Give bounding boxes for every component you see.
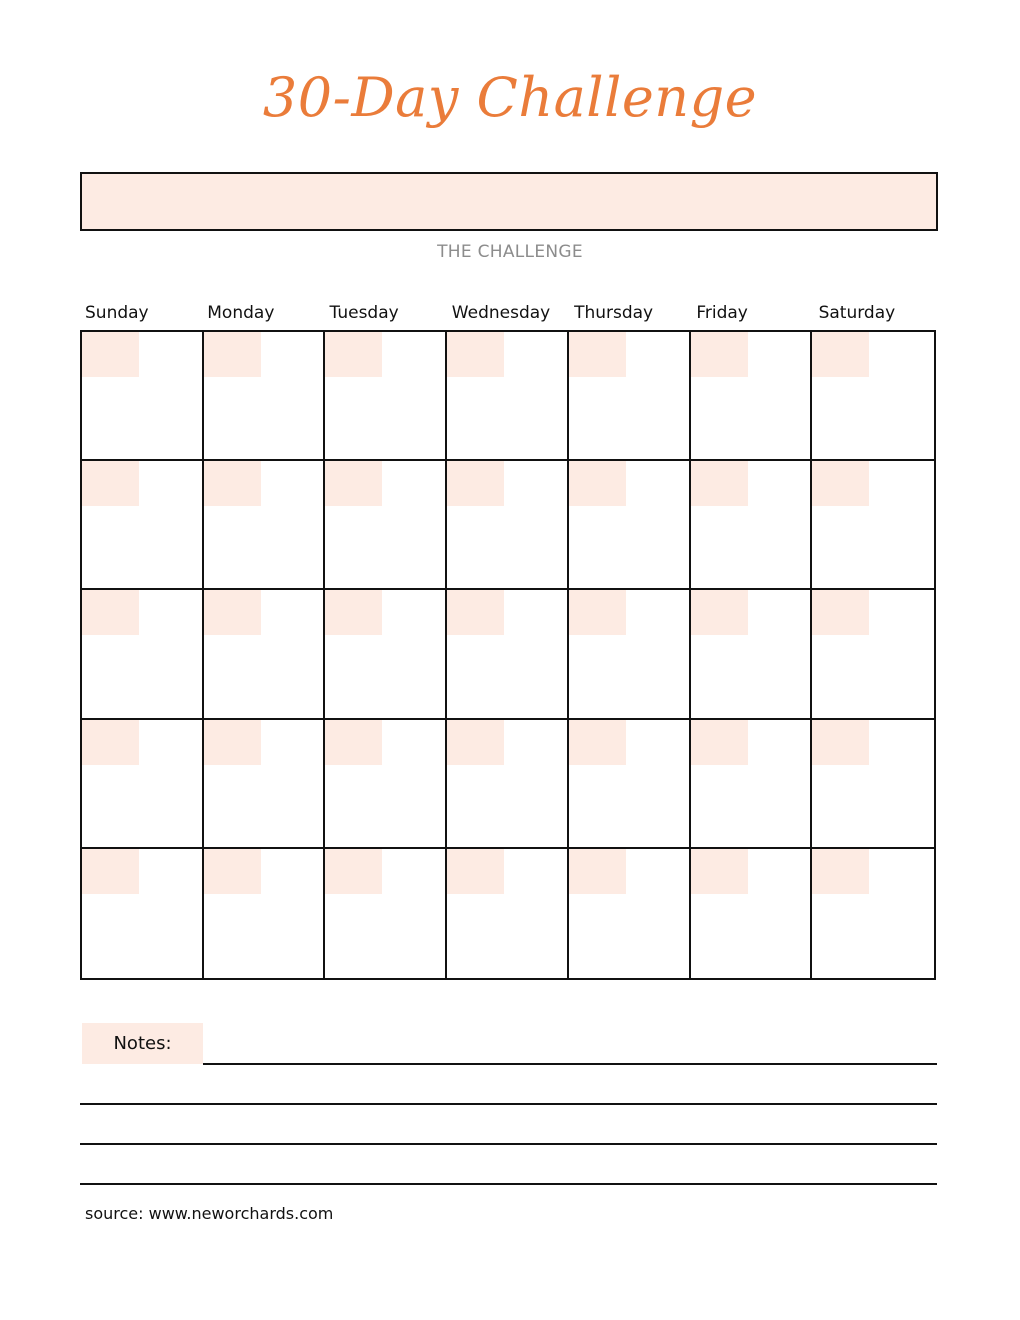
day-number-box	[325, 849, 382, 894]
calendar-day-cell[interactable]	[204, 332, 326, 461]
calendar-day-cell[interactable]	[569, 720, 691, 849]
page-title: 30-Day Challenge	[262, 66, 758, 129]
calendar-day-cell[interactable]	[569, 332, 691, 461]
calendar-day-cell[interactable]	[82, 332, 204, 461]
day-number-box	[204, 590, 261, 635]
calendar-day-cell[interactable]	[447, 590, 569, 719]
day-number-box	[447, 332, 504, 377]
day-headers	[80, 303, 936, 325]
calendar-day-cell[interactable]	[82, 849, 204, 978]
day-number-box	[204, 461, 261, 506]
day-number-box	[812, 849, 869, 894]
day-header-wednesday: Wednesday	[451, 303, 551, 323]
calendar-day-cell[interactable]	[447, 849, 569, 978]
calendar-day-cell[interactable]	[812, 332, 934, 461]
notes-line[interactable]	[80, 1183, 937, 1185]
day-number-box	[691, 720, 748, 765]
day-number-box	[447, 461, 504, 506]
calendar-day-cell[interactable]	[325, 849, 447, 978]
calendar-day-cell[interactable]	[691, 590, 813, 719]
day-number-box	[325, 332, 382, 377]
notes-line[interactable]	[203, 1063, 937, 1065]
day-number-box	[569, 590, 626, 635]
challenge-label: THE CHALLENGE	[437, 242, 583, 262]
calendar-day-cell[interactable]	[812, 590, 934, 719]
day-number-box	[691, 849, 748, 894]
calendar-grid	[80, 330, 936, 980]
calendar-day-cell[interactable]	[812, 461, 934, 590]
day-number-box	[812, 332, 869, 377]
notes-line[interactable]	[80, 1103, 937, 1105]
calendar-day-cell[interactable]	[82, 720, 204, 849]
day-number-box	[447, 590, 504, 635]
calendar-day-cell[interactable]	[447, 461, 569, 590]
day-header-saturday: Saturday	[818, 303, 896, 323]
day-header-tuesday: Tuesday	[329, 303, 399, 323]
day-number-box	[325, 720, 382, 765]
day-header-monday: Monday	[207, 303, 275, 323]
day-number-box	[691, 461, 748, 506]
day-number-box	[204, 720, 261, 765]
calendar-day-cell[interactable]	[569, 590, 691, 719]
day-number-box	[569, 720, 626, 765]
calendar-day-cell[interactable]	[691, 720, 813, 849]
calendar-day-cell[interactable]	[204, 720, 326, 849]
calendar-day-cell[interactable]	[204, 590, 326, 719]
notes-line[interactable]	[80, 1143, 937, 1145]
calendar-day-cell[interactable]	[325, 461, 447, 590]
day-number-box	[569, 461, 626, 506]
day-header-thursday: Thursday	[574, 303, 654, 323]
day-number-box	[812, 461, 869, 506]
calendar-day-cell[interactable]	[569, 849, 691, 978]
calendar-day-cell[interactable]	[325, 720, 447, 849]
calendar-day-cell[interactable]	[691, 461, 813, 590]
day-number-box	[82, 332, 139, 377]
calendar-day-cell[interactable]	[325, 590, 447, 719]
day-number-box	[812, 590, 869, 635]
day-number-box	[325, 590, 382, 635]
day-header-sunday: Sunday	[85, 303, 149, 323]
calendar-day-cell[interactable]	[325, 332, 447, 461]
day-number-box	[691, 332, 748, 377]
day-number-box	[82, 849, 139, 894]
day-number-box	[204, 849, 261, 894]
calendar-day-cell[interactable]	[691, 849, 813, 978]
calendar-day-cell[interactable]	[691, 332, 813, 461]
day-number-box	[447, 849, 504, 894]
calendar-day-cell[interactable]	[569, 461, 691, 590]
notes-label: Notes:	[82, 1023, 203, 1064]
day-number-box	[82, 720, 139, 765]
calendar-day-cell[interactable]	[812, 720, 934, 849]
calendar-day-cell[interactable]	[447, 720, 569, 849]
day-number-box	[82, 461, 139, 506]
day-number-box	[569, 849, 626, 894]
day-number-box	[204, 332, 261, 377]
day-number-box	[447, 720, 504, 765]
day-number-box	[82, 590, 139, 635]
calendar-day-cell[interactable]	[812, 849, 934, 978]
day-number-box	[325, 461, 382, 506]
day-header-friday: Friday	[696, 303, 748, 323]
calendar-day-cell[interactable]	[82, 590, 204, 719]
calendar-day-cell[interactable]	[447, 332, 569, 461]
challenge-input-box[interactable]	[80, 172, 938, 231]
calendar-day-cell[interactable]	[82, 461, 204, 590]
day-number-box	[812, 720, 869, 765]
day-number-box	[569, 332, 626, 377]
day-number-box	[691, 590, 748, 635]
calendar-day-cell[interactable]	[204, 849, 326, 978]
source-credit: source: www.neworchards.com	[85, 1204, 334, 1223]
calendar-day-cell[interactable]	[204, 461, 326, 590]
